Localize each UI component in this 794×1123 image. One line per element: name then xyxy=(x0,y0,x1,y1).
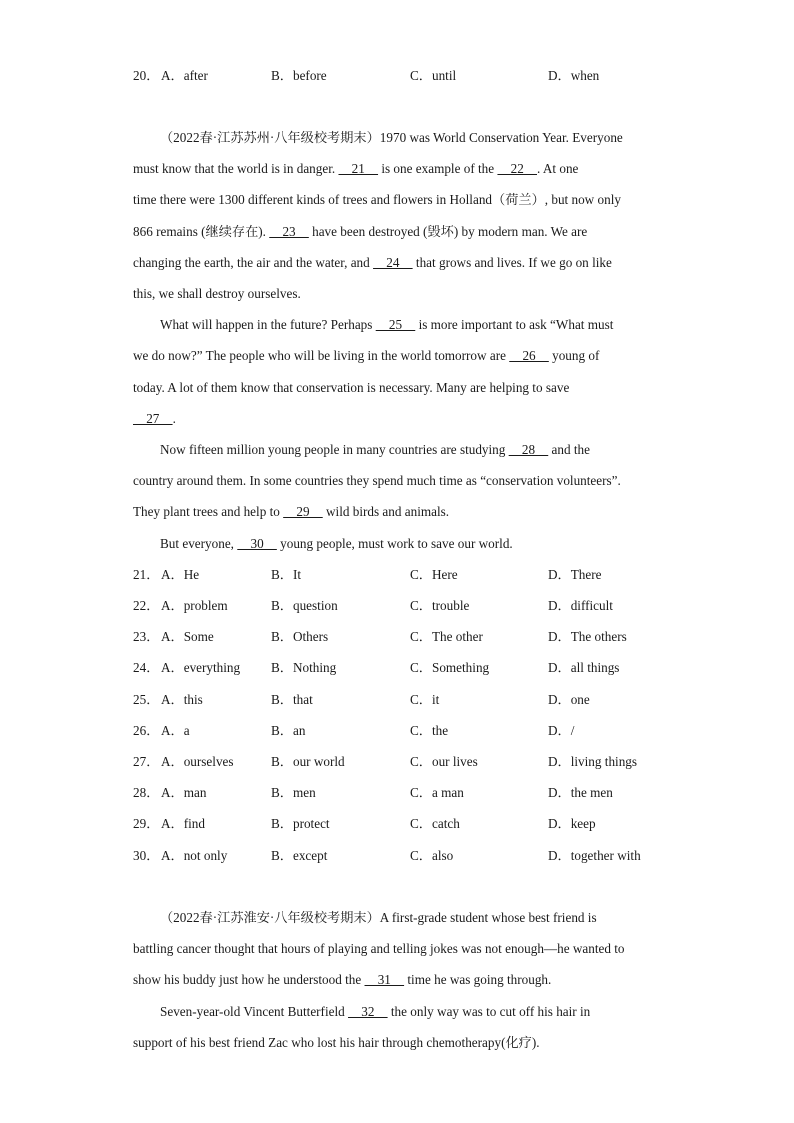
option-c: C．until xyxy=(410,68,457,83)
option-a: A．He xyxy=(161,567,200,582)
option-b: B．that xyxy=(271,692,313,707)
text: They plant trees and help to xyxy=(133,504,284,519)
option-c: C．Something xyxy=(410,660,490,675)
text: What will happen in the future? Perhaps xyxy=(160,317,376,332)
option-a: A．after xyxy=(161,68,208,83)
option-row-27 xyxy=(133,752,693,772)
option-row-29 xyxy=(133,814,693,834)
text: is more important to ask “What must xyxy=(415,317,614,332)
text: wild birds and animals. xyxy=(322,504,450,519)
option-c: C．trouble xyxy=(410,598,470,613)
passage1-line-2 xyxy=(133,159,673,179)
option-d: D．together with xyxy=(548,848,641,863)
option-a: A．a xyxy=(161,723,190,738)
text: have been destroyed (毁坏) by modern man. We are xyxy=(308,224,588,239)
option-a: A．not only xyxy=(161,848,228,863)
text: Now fifteen million young people in many countries are studying xyxy=(160,442,509,457)
option-row-23 xyxy=(133,627,693,647)
option-b: B．except xyxy=(271,848,328,863)
option-d: D．difficult xyxy=(548,598,613,613)
option-d: D．There xyxy=(548,567,602,582)
option-row-22 xyxy=(133,596,693,616)
text: But everyone, xyxy=(160,536,238,551)
question-number: 30． xyxy=(133,848,160,863)
option-d: D．all things xyxy=(548,660,620,675)
question-number: 24． xyxy=(133,660,160,675)
option-c: C．a man xyxy=(410,785,464,800)
option-b: B．an xyxy=(271,723,306,738)
option-row-30 xyxy=(133,846,693,866)
passage1-line-8 xyxy=(133,346,673,366)
option-b: B．our world xyxy=(271,754,345,769)
passage1-line-12: country around them. In some countries they spend much time as “conservation volunteers”. xyxy=(133,473,621,488)
option-d: D．keep xyxy=(548,816,596,831)
blank-32: 32 xyxy=(348,1004,388,1019)
blank-25: 25 xyxy=(375,317,416,332)
text: . At one xyxy=(537,161,579,176)
option-a: A．everything xyxy=(161,660,241,675)
option-b: B．question xyxy=(271,598,338,613)
option-b: B．protect xyxy=(271,816,330,831)
option-row-26 xyxy=(133,721,693,741)
text: and the xyxy=(548,442,590,457)
blank-26: 26 xyxy=(509,348,549,363)
question-number: 26． xyxy=(133,723,160,738)
question-number: 22． xyxy=(133,598,160,613)
text: 866 remains (继续存在). xyxy=(133,224,270,239)
text: we do now?” The people who will be living in the world tomorrow are xyxy=(133,348,510,363)
passage1-line-3: time there were 1300 different kinds of trees and flowers in Holland（荷兰）, but now only xyxy=(133,192,621,207)
blank-21: 21 xyxy=(338,161,379,176)
option-c: C．also xyxy=(410,848,454,863)
option-row-24 xyxy=(133,658,693,678)
option-d: D．the men xyxy=(548,785,613,800)
passage1-line-9: today. A lot of them know that conservation is necessary. Many are helping to save xyxy=(133,380,570,395)
option-c: C．our lives xyxy=(410,754,478,769)
passage1-line-5 xyxy=(133,253,673,273)
option-b: B．before xyxy=(271,68,327,83)
blank-30: 30 xyxy=(237,536,277,551)
text: changing the earth, the air and the water, and xyxy=(133,255,374,270)
passage1-line-1: （2022春·江苏苏州·八年级校考期末）1970 was World Conservation Year. Everyone xyxy=(160,130,623,145)
question-number: 23． xyxy=(133,629,160,644)
option-d: D．one xyxy=(548,692,590,707)
text: must know that the world is in danger. xyxy=(133,161,339,176)
passage1-line-14 xyxy=(160,534,700,554)
option-c: C．Here xyxy=(410,567,458,582)
text: . xyxy=(172,411,176,426)
passage2-line-1: （2022春·江苏淮安·八年级校考期末）A first-grade student whose best friend is xyxy=(160,910,597,925)
text: time he was going through. xyxy=(404,972,552,987)
text: is one example of the xyxy=(378,161,498,176)
question-number: 21． xyxy=(133,567,160,582)
question-number: 29． xyxy=(133,816,160,831)
passage1-line-6: this, we shall destroy ourselves. xyxy=(133,286,301,301)
option-b: B．Others xyxy=(271,629,329,644)
option-b: B．men xyxy=(271,785,316,800)
passage2-line-2: battling cancer thought that hours of playing and telling jokes was not enough—he wanted to xyxy=(133,941,625,956)
passage2-line-5: support of his best friend Zac who lost his hair through chemotherapy(化疗). xyxy=(133,1035,540,1050)
option-a: A．this xyxy=(161,692,203,707)
passage1-line-4 xyxy=(133,222,673,242)
blank-27: 27 xyxy=(133,411,173,426)
passage2-line-4 xyxy=(160,1002,700,1022)
passage2-line-3 xyxy=(133,970,673,990)
option-c: C．it xyxy=(410,692,440,707)
option-row-28 xyxy=(133,783,693,803)
passage1-line-11 xyxy=(160,440,700,460)
option-b: B．It xyxy=(271,567,302,582)
option-a: A．ourselves xyxy=(161,754,234,769)
text: young of xyxy=(548,348,600,363)
blank-24: 24 xyxy=(373,255,413,270)
blank-31: 31 xyxy=(364,972,405,987)
blank-23: 23 xyxy=(269,224,309,239)
option-c: C．The other xyxy=(410,629,483,644)
blank-29: 29 xyxy=(283,504,323,519)
text: Seven-year-old Vincent Butterfield xyxy=(160,1004,349,1019)
passage1-line-7 xyxy=(160,315,700,335)
option-row-25 xyxy=(133,690,693,710)
option-d: D．The others xyxy=(548,629,627,644)
text: the only way was to cut off his hair in xyxy=(387,1004,591,1019)
text: that grows and lives. If we go on like xyxy=(412,255,612,270)
option-d: D．when xyxy=(548,68,600,83)
option-b: B．Nothing xyxy=(271,660,337,675)
passage1-line-10 xyxy=(133,409,673,429)
option-row-21 xyxy=(133,565,693,585)
option-a: A．find xyxy=(161,816,205,831)
text: show his buddy just how he understood the xyxy=(133,972,365,987)
passage1-line-13 xyxy=(133,502,673,522)
question-number: 28． xyxy=(133,785,160,800)
option-d: D．/ xyxy=(548,723,575,738)
option-a: A．Some xyxy=(161,629,214,644)
option-c: C．catch xyxy=(410,816,460,831)
question-number: 27． xyxy=(133,754,160,769)
question-number: 25． xyxy=(133,692,160,707)
question-number: 20． xyxy=(133,68,160,83)
option-a: A．problem xyxy=(161,598,228,613)
text: young people, must work to save our world. xyxy=(276,536,513,551)
option-a: A．man xyxy=(161,785,207,800)
option-d: D．living things xyxy=(548,754,638,769)
blank-28: 28 xyxy=(508,442,549,457)
option-c: C．the xyxy=(410,723,449,738)
option-row-20 xyxy=(133,66,693,86)
blank-22: 22 xyxy=(497,161,537,176)
